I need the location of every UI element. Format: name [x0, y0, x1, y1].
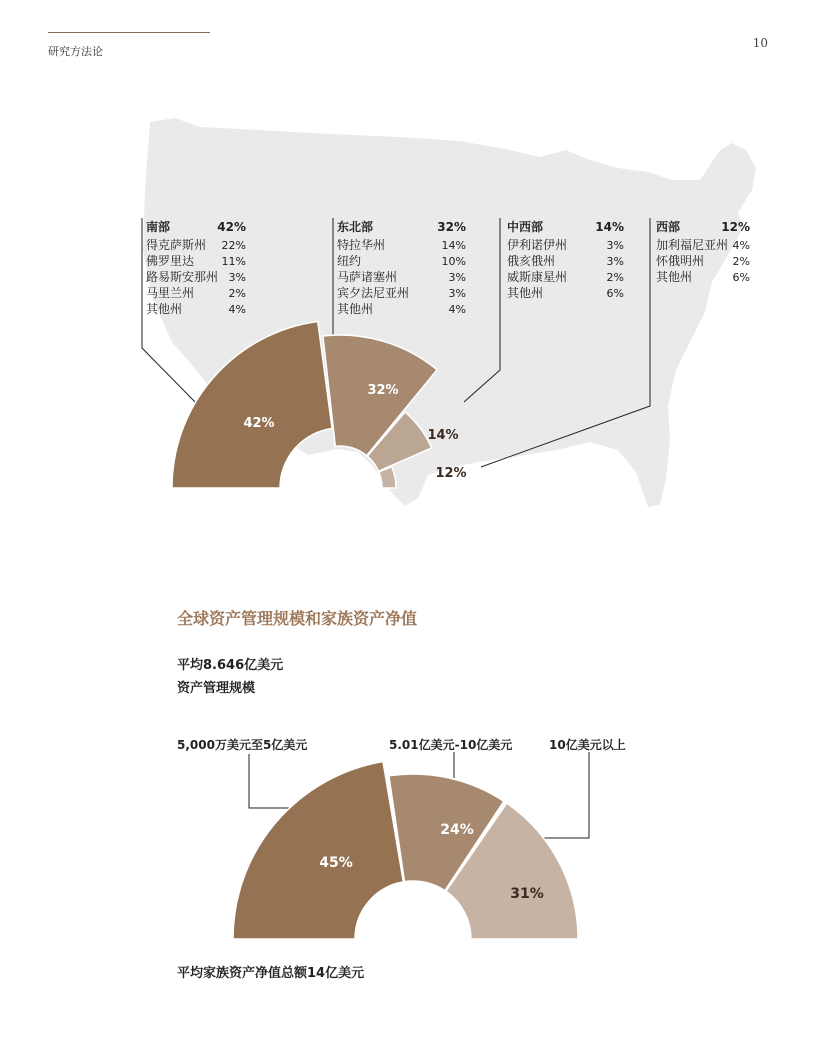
region-item-label: 其他州 [507, 286, 544, 300]
region-item-label: 伊利诺伊州 [507, 238, 568, 252]
region-item-value: 11% [221, 255, 246, 268]
region-item-value: 6% [606, 287, 624, 300]
region-segment-label-4: 12% [435, 466, 467, 481]
region-title-3: 中西部 [507, 220, 544, 234]
region-segment-label-2: 32% [367, 383, 399, 398]
region-item-value: 4% [448, 303, 466, 316]
region-total-2: 32% [437, 220, 466, 234]
region-title-4: 西部 [656, 220, 681, 234]
region-title-2: 东北部 [337, 220, 374, 234]
region-item-label: 其他州 [337, 302, 374, 316]
region-item-label: 威斯康星州 [507, 270, 568, 284]
region-item-label: 马萨诸塞州 [337, 270, 398, 284]
region-item-value: 3% [228, 271, 246, 284]
region-item-value: 4% [732, 239, 750, 252]
page-number: 10 [752, 36, 768, 50]
region-title-1: 南部 [146, 220, 171, 234]
region-item-value: 6% [732, 271, 750, 284]
region-item-value: 2% [606, 271, 624, 284]
leader-line-aum-3 [537, 752, 589, 838]
section-title: 全球资产管理规模和家族资产净值 [177, 609, 418, 628]
region-item-label: 佛罗里达 [146, 254, 195, 268]
region-item-label: 加利福尼亚州 [656, 238, 729, 252]
region-total-3: 14% [595, 220, 624, 234]
region-item-label: 俄亥俄州 [507, 254, 556, 268]
region-item-label: 特拉华州 [337, 238, 386, 252]
aum-segment-1 [233, 762, 403, 939]
region-total-4: 12% [721, 220, 750, 234]
region-item-label: 路易斯安那州 [146, 270, 219, 284]
region-segment-label-3: 14% [427, 428, 459, 443]
avg-aum-line2: 资产管理规模 [177, 681, 256, 696]
aum-category-label-3: 10亿美元以上 [549, 738, 626, 752]
aum-category-label-2: 5.01亿美元-10亿美元 [389, 738, 513, 752]
region-item-value: 3% [448, 287, 466, 300]
section-header: 研究方法论 [48, 45, 103, 58]
avg-net-worth: 平均家族资产净值总额14亿美元 [177, 966, 365, 981]
aum-category-label-1: 5,000万美元至5亿美元 [177, 738, 308, 752]
region-item-value: 22% [221, 239, 246, 252]
region-item-label: 宾夕法尼亚州 [337, 286, 410, 300]
region-item-label: 其他州 [656, 270, 693, 284]
region-item-label: 怀俄明州 [656, 254, 705, 268]
region-total-1: 42% [217, 220, 246, 234]
region-item-value: 2% [732, 255, 750, 268]
region-item-label: 得克萨斯州 [146, 238, 207, 252]
region-item-value: 14% [441, 239, 466, 252]
aum-segment-label-2: 24% [440, 822, 474, 838]
region-item-label: 纽约 [337, 254, 362, 268]
region-item-value: 3% [606, 239, 624, 252]
region-item-value: 3% [606, 255, 624, 268]
region-item-value: 2% [228, 287, 246, 300]
region-item-label: 其他州 [146, 302, 183, 316]
region-item-value: 3% [448, 271, 466, 284]
region-item-value: 4% [228, 303, 246, 316]
aum-segment-label-3: 31% [510, 886, 544, 902]
region-item-value: 10% [441, 255, 466, 268]
aum-segment-label-1: 45% [319, 855, 353, 871]
avg-aum-line1: 平均8.646亿美元 [177, 658, 284, 673]
region-item-label: 马里兰州 [146, 286, 195, 300]
region-segment-label-1: 42% [243, 416, 275, 431]
